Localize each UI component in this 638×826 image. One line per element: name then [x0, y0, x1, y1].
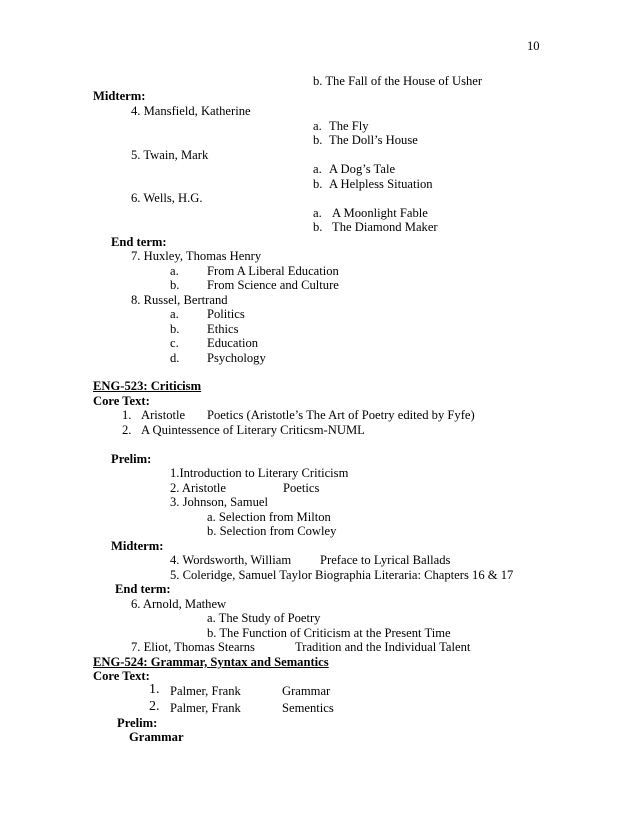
list-marker: 2.	[149, 699, 160, 714]
prelim-heading: Prelim:	[111, 452, 152, 466]
syllabus-entry: 6. Arnold, Mathew	[131, 597, 227, 611]
core-text-title: A Quintessence of Literary Criticsm-NUML	[141, 423, 365, 437]
syllabus-title: Poetics	[283, 481, 320, 495]
essay-title: Politics	[207, 307, 245, 321]
core-text-author: Palmer, Frank	[170, 701, 241, 715]
item-marker: a.	[170, 307, 179, 321]
syllabus-title: Biographia Literaria: Chapters 16 & 17	[315, 568, 514, 582]
syllabus-entry: 1.Introduction to Literary Criticism	[170, 466, 349, 480]
item-marker: c.	[170, 336, 179, 350]
syllabus-entry: 5. Coleridge, Samuel Taylor	[170, 568, 312, 582]
item-marker: b.	[313, 220, 323, 234]
page-number: 10	[527, 39, 540, 53]
story-title: A Dog’s Tale	[329, 162, 396, 176]
essay-title: Education	[207, 336, 259, 350]
item-marker: a.	[313, 206, 322, 220]
item-marker: b.	[170, 278, 180, 292]
item-marker: b.	[170, 322, 180, 336]
story-title: The Diamond Maker	[332, 220, 438, 234]
essay-title: Psychology	[207, 351, 266, 365]
topic-heading: Grammar	[129, 730, 184, 744]
story-title: The Doll’s House	[329, 133, 418, 147]
syllabus-subitem: b. The Function of Criticism at the Present Time	[207, 626, 451, 640]
story-title: A Moonlight Fable	[332, 206, 428, 220]
story-title: The Fly	[329, 119, 369, 133]
core-text-title: Grammar	[282, 684, 331, 698]
author-entry: 7. Huxley, Thomas Henry	[131, 249, 262, 263]
item-marker: b.	[313, 177, 323, 191]
core-text-title: Sementics	[282, 701, 334, 715]
essay-title: From A Liberal Education	[207, 264, 339, 278]
midterm-heading: Midterm:	[93, 89, 146, 103]
story-title: A Helpless Situation	[329, 177, 433, 191]
author-entry: 4. Mansfield, Katherine	[131, 104, 251, 118]
item-marker: a.	[313, 119, 322, 133]
item-marker: a.	[170, 264, 179, 278]
author-entry: 8. Russel, Bertrand	[131, 293, 228, 307]
core-text-heading: Core Text:	[93, 394, 150, 408]
syllabus-subitem: a. The Study of Poetry	[207, 611, 321, 625]
list-marker: 2.	[122, 423, 132, 437]
midterm-heading: Midterm:	[111, 539, 164, 553]
story-title: b. The Fall of the House of Usher	[313, 74, 483, 88]
core-text-heading: Core Text:	[93, 669, 150, 683]
item-marker: a.	[313, 162, 322, 176]
course-heading: ENG-523: Criticism	[93, 379, 202, 393]
syllabus-title: Preface to Lyrical Ballads	[320, 553, 451, 567]
syllabus-subitem: a. Selection from Milton	[207, 510, 331, 524]
syllabus-entry: 2. Aristotle	[170, 481, 226, 495]
end-term-heading: End term:	[111, 235, 167, 249]
essay-title: From Science and Culture	[207, 278, 339, 292]
syllabus-entry: 3. Johnson, Samuel	[170, 495, 268, 509]
list-marker: 1.	[122, 408, 132, 422]
syllabus-title: Tradition and the Individual Talent	[295, 640, 471, 654]
course-heading: ENG-524: Grammar, Syntax and Semantics	[93, 655, 329, 669]
list-marker: 1.	[149, 682, 160, 697]
item-marker: d.	[170, 351, 180, 365]
end-term-heading: End term:	[115, 582, 171, 596]
syllabus-subitem: b. Selection from Cowley	[207, 524, 337, 538]
prelim-heading: Prelim:	[117, 716, 158, 730]
syllabus-entry: 7. Eliot, Thomas Stearns	[131, 640, 255, 654]
author-entry: 6. Wells, H.G.	[131, 191, 203, 205]
core-text-author: Aristotle	[141, 408, 186, 422]
essay-title: Ethics	[207, 322, 239, 336]
syllabus-entry: 4. Wordsworth, William	[170, 553, 292, 567]
core-text-author: Palmer, Frank	[170, 684, 241, 698]
core-text-title: Poetics (Aristotle’s The Art of Poetry edited by Fyfe)	[207, 408, 475, 422]
author-entry: 5. Twain, Mark	[131, 148, 209, 162]
item-marker: b.	[313, 133, 323, 147]
